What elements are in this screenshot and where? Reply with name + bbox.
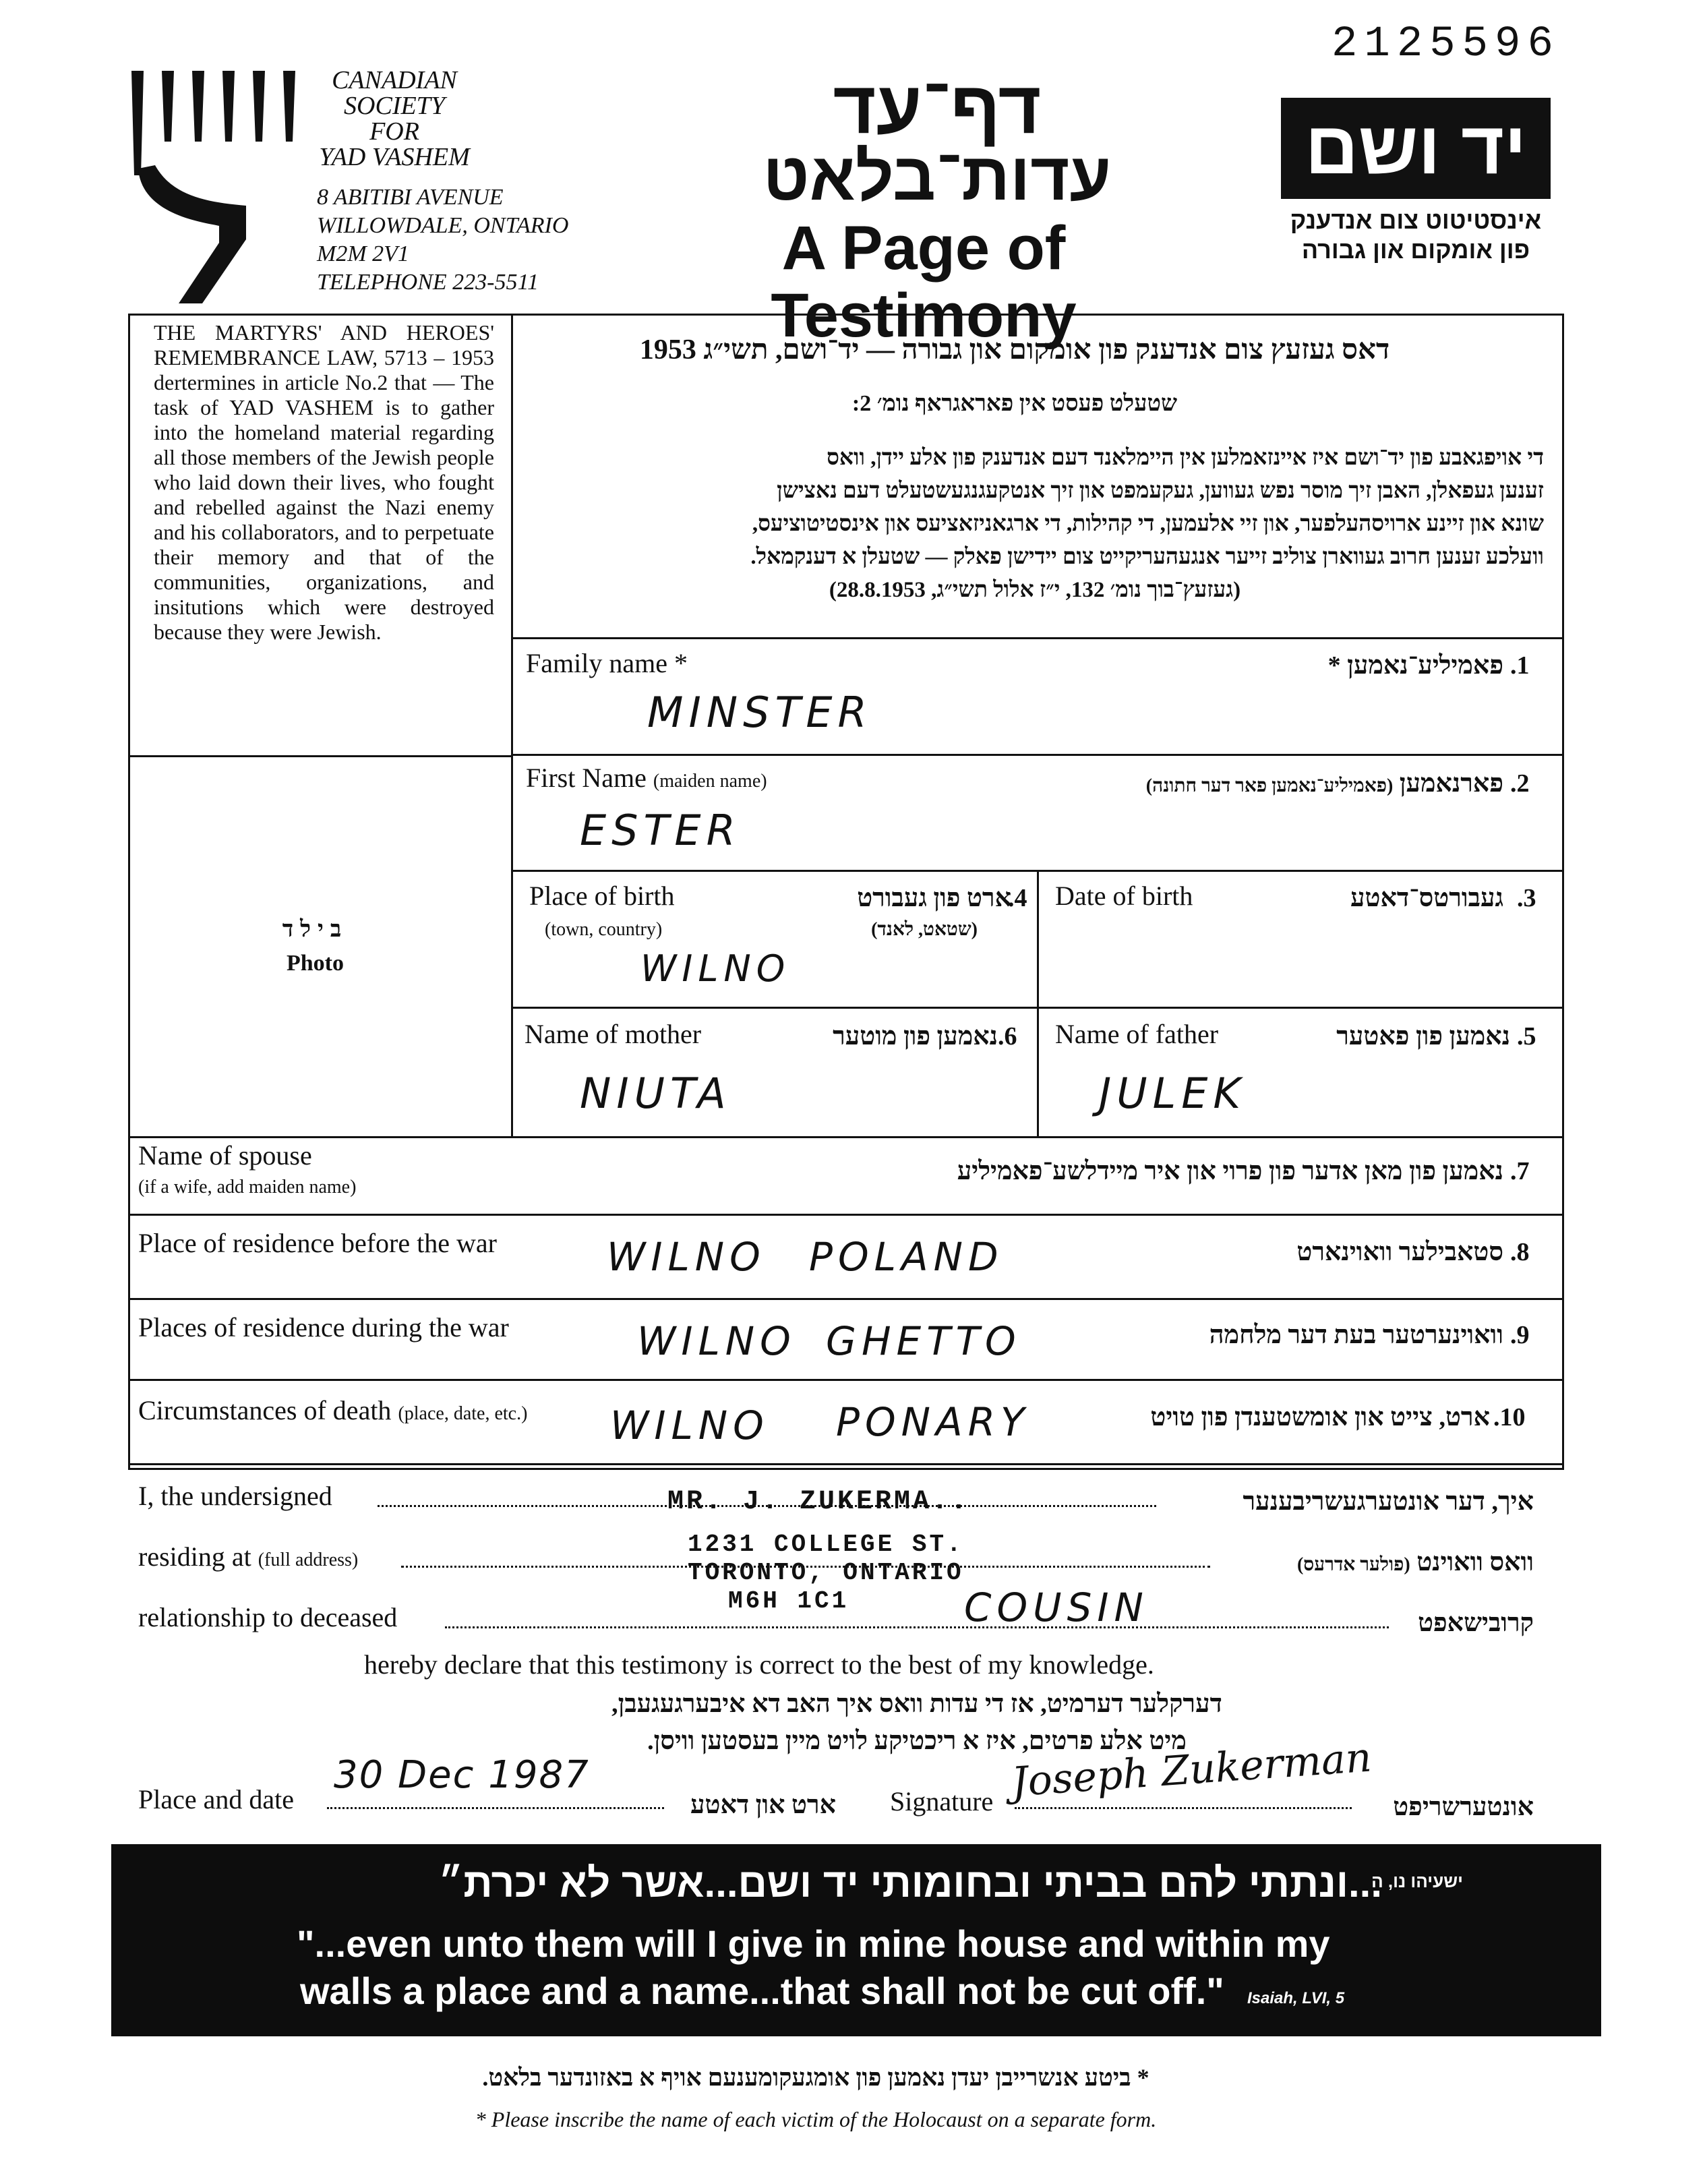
father-name-value[interactable]: JULEK bbox=[1099, 1069, 1247, 1118]
place-date-label: Place and date bbox=[138, 1784, 294, 1814]
residing-heb-text: וואס וואוינט bbox=[1416, 1548, 1534, 1576]
banner-english-ref: Isaiah, LVI, 5 bbox=[1247, 1989, 1345, 2007]
address-line: TORONTO, ONTARIO bbox=[688, 1559, 964, 1587]
signature-value[interactable]: Joseph Zukerman bbox=[1010, 1734, 1373, 1806]
law-panel: THE MARTYRS' AND HEROES' REMEMBRANCE LAW, 5713 – 1953 dertermines in article No.2 that — The task of YAD VASHEM is to gather into the homeland material regarding all those members of the Jewish people who laid down their lives, who fought and rebelled against the Nazi enemy and his collaborators, and to perpetuate their memory and that of the communities, organizations, and insitutions which were destroyed because they were Jewish. bbox=[154, 320, 494, 644]
photo-label-hebrew: בילד bbox=[282, 917, 349, 942]
banner-english-2: walls a place and a name...that shall not be cut off." bbox=[300, 1970, 1224, 2012]
banner-hebrew: ...ונתתי להם בביתי ובחומותי יד ושם...אשר לא יכרת״ bbox=[438, 1860, 1382, 1906]
hebrew-law-line: שונא און זיינע ארויסהעלפער, און זיי אלעמען, די קהילות, די ארגאניזאציעס און אינסטיטוציעס, bbox=[752, 512, 1544, 536]
family-name-value[interactable]: MINSTER bbox=[647, 688, 872, 737]
declaration-hebrew-2: מיט אלע פרטים, איז א ריכטיקע לויט מיין בעסטען וויסן. bbox=[647, 1727, 1187, 1755]
residing-address[interactable] bbox=[688, 1531, 964, 1616]
date-of-birth-label: Date of birth bbox=[1055, 881, 1193, 911]
hebrew-law-heading: דאס געזעץ צום אנדענק פון אומקום און גבורה — יד־ושם, תשי״ג 1953 bbox=[639, 334, 1390, 365]
page-title: A Page of Testimony bbox=[771, 214, 1077, 350]
residence-during-label-hebrew: וואוינערטער בעת דער מלחמה bbox=[1209, 1321, 1503, 1349]
banner-english-1: "...even unto them will I give in mine house and within my bbox=[297, 1922, 1330, 1965]
place-of-birth-note: (town, country) bbox=[545, 919, 663, 940]
circumstances-label-text: Circumstances of death bbox=[138, 1395, 392, 1425]
field-number: .5 bbox=[1517, 1022, 1536, 1051]
signature-label: Signature bbox=[890, 1786, 994, 1817]
declaration-text: hereby declare that this testimony is correct to the best of my knowledge. bbox=[364, 1649, 1154, 1680]
org-name-line: YAD VASHEM bbox=[319, 143, 470, 171]
title-hebrew-2: עדות־בלאט bbox=[762, 139, 1112, 214]
address-line: 1231 COLLEGE ST. bbox=[688, 1531, 964, 1558]
circumstances-label bbox=[138, 1394, 527, 1426]
residing-label-text: residing at bbox=[138, 1541, 251, 1572]
caption-line: פון אומקום און גבורה bbox=[1301, 236, 1530, 264]
field-number: .9 bbox=[1510, 1321, 1530, 1349]
first-name-label bbox=[526, 762, 767, 794]
mother-name-label: Name of mother bbox=[525, 1019, 702, 1049]
org-name-line: SOCIETY bbox=[344, 92, 445, 120]
spouse-name-label-hebrew: נאמען פון מאן אדער פון פרוי און איר מיידלשע־פאמיליע bbox=[957, 1157, 1503, 1185]
org-address-line: WILLOWDALE, ONTARIO bbox=[317, 213, 569, 238]
photo-label: Photo bbox=[287, 951, 344, 976]
family-name-label: Family name * bbox=[526, 648, 688, 678]
footer-hebrew: * ביטע אנשרייבן יעדן נאמען פון אומגעקומענעם אויף א באזונדער בלאט. bbox=[482, 2064, 1149, 2091]
relationship-label: relationship to deceased bbox=[138, 1602, 398, 1632]
banner-hebrew-ref: ישעיהו נו, ה bbox=[1371, 1871, 1463, 1891]
place-date-value[interactable]: 30 Dec 1987 bbox=[334, 1753, 590, 1797]
residence-before-country[interactable]: POLAND bbox=[809, 1234, 1004, 1280]
father-name-label-hebrew: נאמען פון פאטער bbox=[1336, 1022, 1510, 1051]
residence-during-label: Places of residence during the war bbox=[138, 1312, 509, 1342]
spouse-name-note: (if a wife, add maiden name) bbox=[138, 1177, 357, 1198]
signature-label-hebrew: אונטערשריפט bbox=[1393, 1793, 1534, 1821]
residence-before-label: Place of residence before the war bbox=[138, 1228, 497, 1258]
residence-before-city[interactable]: WILNO bbox=[607, 1234, 766, 1280]
field-number: .1 bbox=[1510, 651, 1530, 680]
place-of-birth-label-hebrew: ארט פון געבורט bbox=[857, 884, 1011, 912]
org-address-line: TELEPHONE 223-5511 bbox=[317, 270, 539, 295]
residence-during-place[interactable]: GHETTO bbox=[826, 1318, 1021, 1364]
field-number: .8 bbox=[1510, 1238, 1530, 1266]
circumstances-place[interactable]: WILNO bbox=[610, 1403, 769, 1448]
menorah-logo-icon bbox=[125, 61, 320, 303]
family-name-label-hebrew: פאמיליע־נאמען * bbox=[1327, 651, 1503, 680]
field-number: .10 bbox=[1493, 1403, 1526, 1432]
circumstances-location[interactable]: PONARY bbox=[836, 1399, 1030, 1445]
hebrew-law-line: וועלכע זענען חרוב געווארן צוליב זייער אנגעהעריקייט צום יידישן פאלק — שטעלן א דענקמאל. bbox=[750, 545, 1544, 569]
first-name-label-note: (maiden name) bbox=[653, 771, 767, 792]
org-name bbox=[317, 67, 472, 170]
circumstances-label-hebrew: ארט, צייט און אומשטענדן פון טויט bbox=[1150, 1403, 1490, 1432]
yad-vashem-logo: יד ושם bbox=[1281, 98, 1551, 199]
residing-label-note: (full address) bbox=[258, 1550, 359, 1570]
relationship-label-hebrew: קרובישאפט bbox=[1418, 1609, 1534, 1637]
org-address-line: M2M 2V1 bbox=[317, 241, 409, 266]
mother-name-value[interactable]: NIUTA bbox=[580, 1069, 731, 1118]
first-name-label-hebrew bbox=[944, 769, 1503, 798]
org-address-line: 8 ABITIBI AVENUE bbox=[317, 185, 504, 210]
yad-vashem-caption bbox=[1267, 206, 1564, 265]
place-of-birth-note-hebrew: (שטאט, לאנד) bbox=[871, 919, 978, 940]
hebrew-law-subheading: שטעלט פעסט אין פאראגראף נומ׳ 2: bbox=[851, 391, 1178, 416]
spouse-name-label: Name of spouse bbox=[138, 1140, 312, 1171]
field-number: .6 bbox=[998, 1022, 1017, 1051]
father-name-label: Name of father bbox=[1055, 1019, 1219, 1049]
org-name-line: CANADIAN bbox=[332, 66, 457, 94]
hebrew-law-line: זענען געפאלן, האבן זיך מוסר נפש געווען, געקעמפט און זיך אנטקעגנגעשטעלט דעם נאצישן bbox=[777, 479, 1544, 503]
hebrew-law-line: (געזעץ־בוך נומ׳ 132, י״ז אלול תשי״ג, 28.8.1953) bbox=[829, 578, 1241, 602]
hebrew-law-line: די אויפגאבע פון יד־ושם איז איינזאמלען אין היימלאנד דעם אנדענק פון אלע יידן, וואס bbox=[827, 446, 1544, 470]
place-of-birth-label: Place of birth bbox=[529, 881, 675, 911]
undersigned-label-hebrew: איך, דער אונטערגעשריבענער bbox=[1243, 1487, 1534, 1516]
circumstances-label-note: (place, date, etc.) bbox=[398, 1403, 528, 1424]
title-hebrew-1: דף־עד bbox=[833, 66, 1042, 149]
field-number: .4 bbox=[1008, 884, 1027, 912]
residing-label-hebrew bbox=[1227, 1547, 1534, 1577]
address-line: M6H 1C1 bbox=[728, 1587, 849, 1615]
field-number: .7 bbox=[1510, 1157, 1530, 1185]
field-number: .3 bbox=[1517, 884, 1536, 912]
undersigned-label: I, the undersigned bbox=[138, 1481, 332, 1511]
declaration-hebrew-1: דערקלער דערמיט, אז די עדות וואס איך האב דא איבערגעגעבן, bbox=[611, 1690, 1222, 1718]
first-name-value[interactable]: ESTER bbox=[580, 806, 741, 855]
first-name-heb-note: (פאמיליע־נאמען פאר דער חתונה) bbox=[1145, 775, 1394, 796]
place-date-label-hebrew: ארט און דאטע bbox=[690, 1791, 836, 1819]
residing-label bbox=[138, 1541, 358, 1572]
date-of-birth-label-hebrew: געבורטס־דאטע bbox=[1350, 884, 1503, 912]
footer-english: * Please inscribe the name of each victim of the Holocaust on a separate form. bbox=[475, 2107, 1157, 2131]
first-name-label-text: First Name bbox=[526, 763, 647, 793]
mother-name-label-hebrew: נאמען פון מוטער bbox=[833, 1022, 998, 1051]
field-number: .2 bbox=[1510, 769, 1530, 798]
org-name-line: FOR bbox=[369, 117, 419, 146]
undersigned-value[interactable]: MR. J. ZUKERMA.. bbox=[667, 1487, 970, 1517]
serial-number: 2125596 bbox=[1332, 20, 1560, 69]
place-of-birth-value[interactable]: WILNO bbox=[640, 947, 791, 990]
org-address bbox=[317, 183, 568, 297]
residing-heb-note: (פולער אדרעס) bbox=[1296, 1554, 1410, 1575]
first-name-heb-text: פארנאמען bbox=[1399, 769, 1503, 798]
hebrew-law-text bbox=[526, 442, 1544, 607]
relationship-value[interactable]: COUSIN bbox=[964, 1585, 1149, 1630]
residence-before-label-hebrew: סטאבילער וואוינארט bbox=[1296, 1238, 1503, 1266]
residence-during-city[interactable]: WILNO bbox=[637, 1318, 796, 1364]
caption-line: אינסטיטוט צום אנדענק bbox=[1290, 206, 1542, 234]
